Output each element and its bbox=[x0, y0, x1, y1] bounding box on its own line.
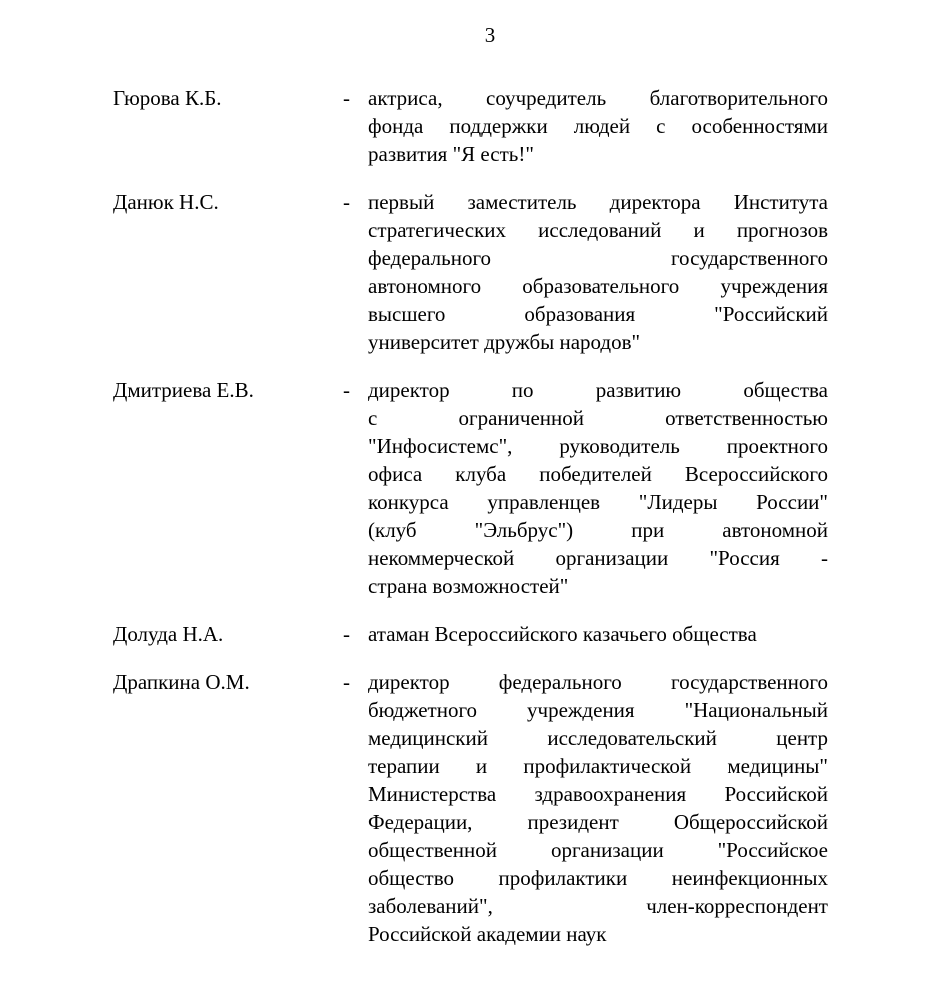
desc-line: (клуб "Эльбрус") при автономной bbox=[368, 518, 828, 542]
desc-line: федерального государственного bbox=[368, 246, 828, 270]
participants-list bbox=[0, 84, 940, 948]
person-name: Долуда Н.А. bbox=[113, 622, 224, 646]
desc-line: конкурса управленцев "Лидеры России" bbox=[368, 490, 828, 514]
desc-line: терапии и профилактической медицины" bbox=[368, 754, 828, 778]
desc-line: заболеваний", член-корреспондент bbox=[368, 894, 828, 918]
desc-line: директор федерального государственного bbox=[368, 670, 828, 694]
person-description bbox=[368, 188, 828, 356]
desc-line: фонда поддержки людей с особенностями bbox=[368, 114, 828, 138]
person-entry bbox=[113, 620, 828, 648]
dash-separator: - bbox=[343, 670, 350, 694]
desc-line: развития "Я есть!" bbox=[368, 142, 534, 166]
desc-line: университет дружбы народов" bbox=[368, 330, 641, 354]
person-entry bbox=[113, 668, 828, 948]
desc-line: атаман Всероссийского казачьего общества bbox=[368, 622, 757, 646]
dash-separator: - bbox=[343, 622, 350, 646]
desc-line: первый заместитель директора Института bbox=[368, 190, 828, 214]
desc-line: с ограниченной ответственностью bbox=[368, 406, 828, 430]
person-name: Данюк Н.С. bbox=[113, 190, 219, 214]
person-entry bbox=[113, 84, 828, 168]
person-name: Гюрова К.Б. bbox=[113, 86, 222, 110]
person-description bbox=[368, 376, 828, 600]
desc-line: Российской академии наук bbox=[368, 922, 607, 946]
dash-separator: - bbox=[343, 378, 350, 402]
person-name: Драпкина О.М. bbox=[113, 670, 250, 694]
desc-line: Министерства здравоохранения Российской bbox=[368, 782, 828, 806]
dash-separator: - bbox=[343, 86, 350, 110]
desc-line: актриса, соучредитель благотворительного bbox=[368, 86, 828, 110]
desc-line: страна возможностей" bbox=[368, 574, 569, 598]
dash-separator: - bbox=[343, 190, 350, 214]
person-description bbox=[368, 84, 828, 168]
desc-line: "Инфосистемс", руководитель проектного bbox=[368, 434, 828, 458]
desc-line: офиса клуба победителей Всероссийского bbox=[368, 462, 828, 486]
desc-line: медицинский исследовательский центр bbox=[368, 726, 828, 750]
person-name: Дмитриева Е.В. bbox=[113, 378, 254, 402]
page-number: 3 bbox=[484, 23, 496, 47]
desc-line: автономного образовательного учреждения bbox=[368, 274, 828, 298]
desc-line: некоммерческой организации "Россия - bbox=[368, 546, 828, 570]
desc-line: Федерации, президент Общероссийской bbox=[368, 810, 828, 834]
person-description bbox=[368, 620, 828, 648]
desc-line: стратегических исследований и прогнозов bbox=[368, 218, 828, 242]
desc-line: директор по развитию общества bbox=[368, 378, 828, 402]
desc-line: общественной организации "Российское bbox=[368, 838, 828, 862]
person-entry bbox=[113, 376, 828, 600]
person-description bbox=[368, 668, 828, 948]
person-entry bbox=[113, 188, 828, 356]
desc-line: бюджетного учреждения "Национальный bbox=[368, 698, 828, 722]
desc-line: высшего образования "Российский bbox=[368, 302, 828, 326]
desc-line: общество профилактики неинфекционных bbox=[368, 866, 828, 890]
